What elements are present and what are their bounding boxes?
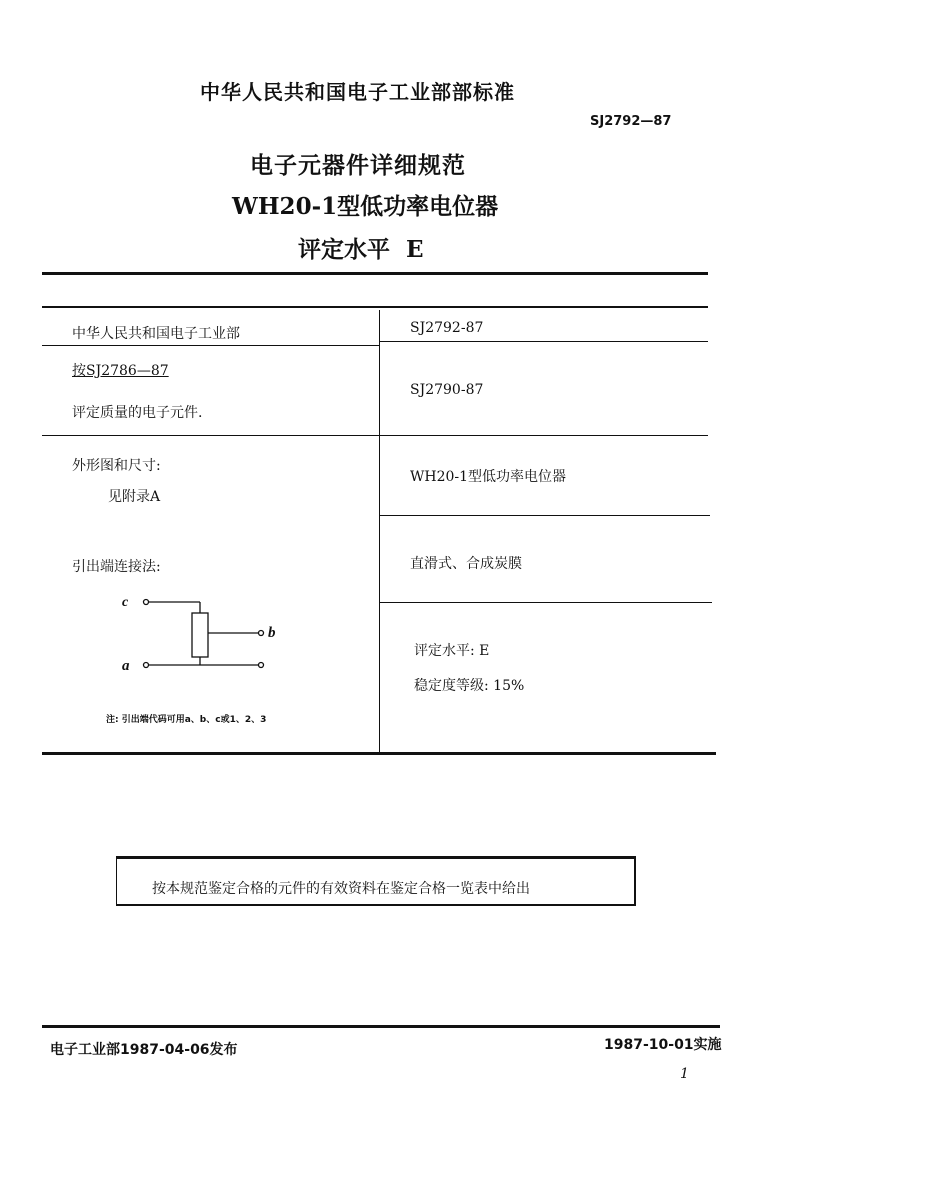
notice-text: 按本规范鉴定合格的元件的有效资料在鉴定合格一览表中给出 [152,881,530,897]
title-line-2: WH20-1型低功率电位器 [232,193,499,220]
quality-assessment-text: 评定质量的电子元件. [72,405,203,421]
row1-left-rule [42,345,380,346]
row2-rule [42,435,708,436]
title-line-1: 电子元器件详细规范 [250,152,466,179]
row3-right-rule-2 [380,602,712,603]
table-top-rule [42,306,708,308]
issue-date: 电子工业部1987-04-06发布 [50,1042,238,1058]
standard-number: SJ2792—87 [590,114,672,129]
outline-dimensions-label: 外形图和尺寸: [72,458,161,474]
potentiometer-diagram [100,585,300,695]
table-center-divider [379,310,380,754]
stability-grade: 稳定度等级: 15% [414,678,525,694]
footer-rule [42,1025,720,1028]
basic-spec-reference: 按SJ2786—87 [72,363,169,379]
terminal-a-right [259,663,264,668]
effective-date: 1987-10-01实施 [604,1037,722,1053]
title-rule [42,272,708,275]
terminal-connection-label: 引出端连接法: [72,559,161,575]
org-title: 中华人民共和国电子工业部部标准 [200,80,515,104]
terminal-c [144,600,149,605]
table-bottom-rule [42,752,716,755]
label-c: c [122,595,129,610]
page-number: 1 [680,1066,689,1082]
sectional-spec-number: SJ2790-87 [410,382,484,398]
title-line-3: 评定水平 E [298,236,424,263]
label-a: a [122,658,130,674]
appendix-reference: 见附录A [108,489,161,505]
row3-right-rule-1 [380,515,710,516]
diagram-note: 注: 引出端代码可用a、b、c或1、2、3 [106,715,267,725]
label-b: b [268,625,276,641]
assessment-level: 评定水平: E [414,643,490,659]
issuing-ministry: 中华人民共和国电子工业部 [72,326,240,342]
terminal-a [144,663,149,668]
terminal-b [259,631,264,636]
resistor-body [192,613,208,657]
component-name: WH20-1型低功率电位器 [410,469,567,485]
component-type: 直滑式、合成炭膜 [410,556,522,572]
spec-number: SJ2792-87 [410,320,484,336]
row1-right-rule [380,341,708,342]
